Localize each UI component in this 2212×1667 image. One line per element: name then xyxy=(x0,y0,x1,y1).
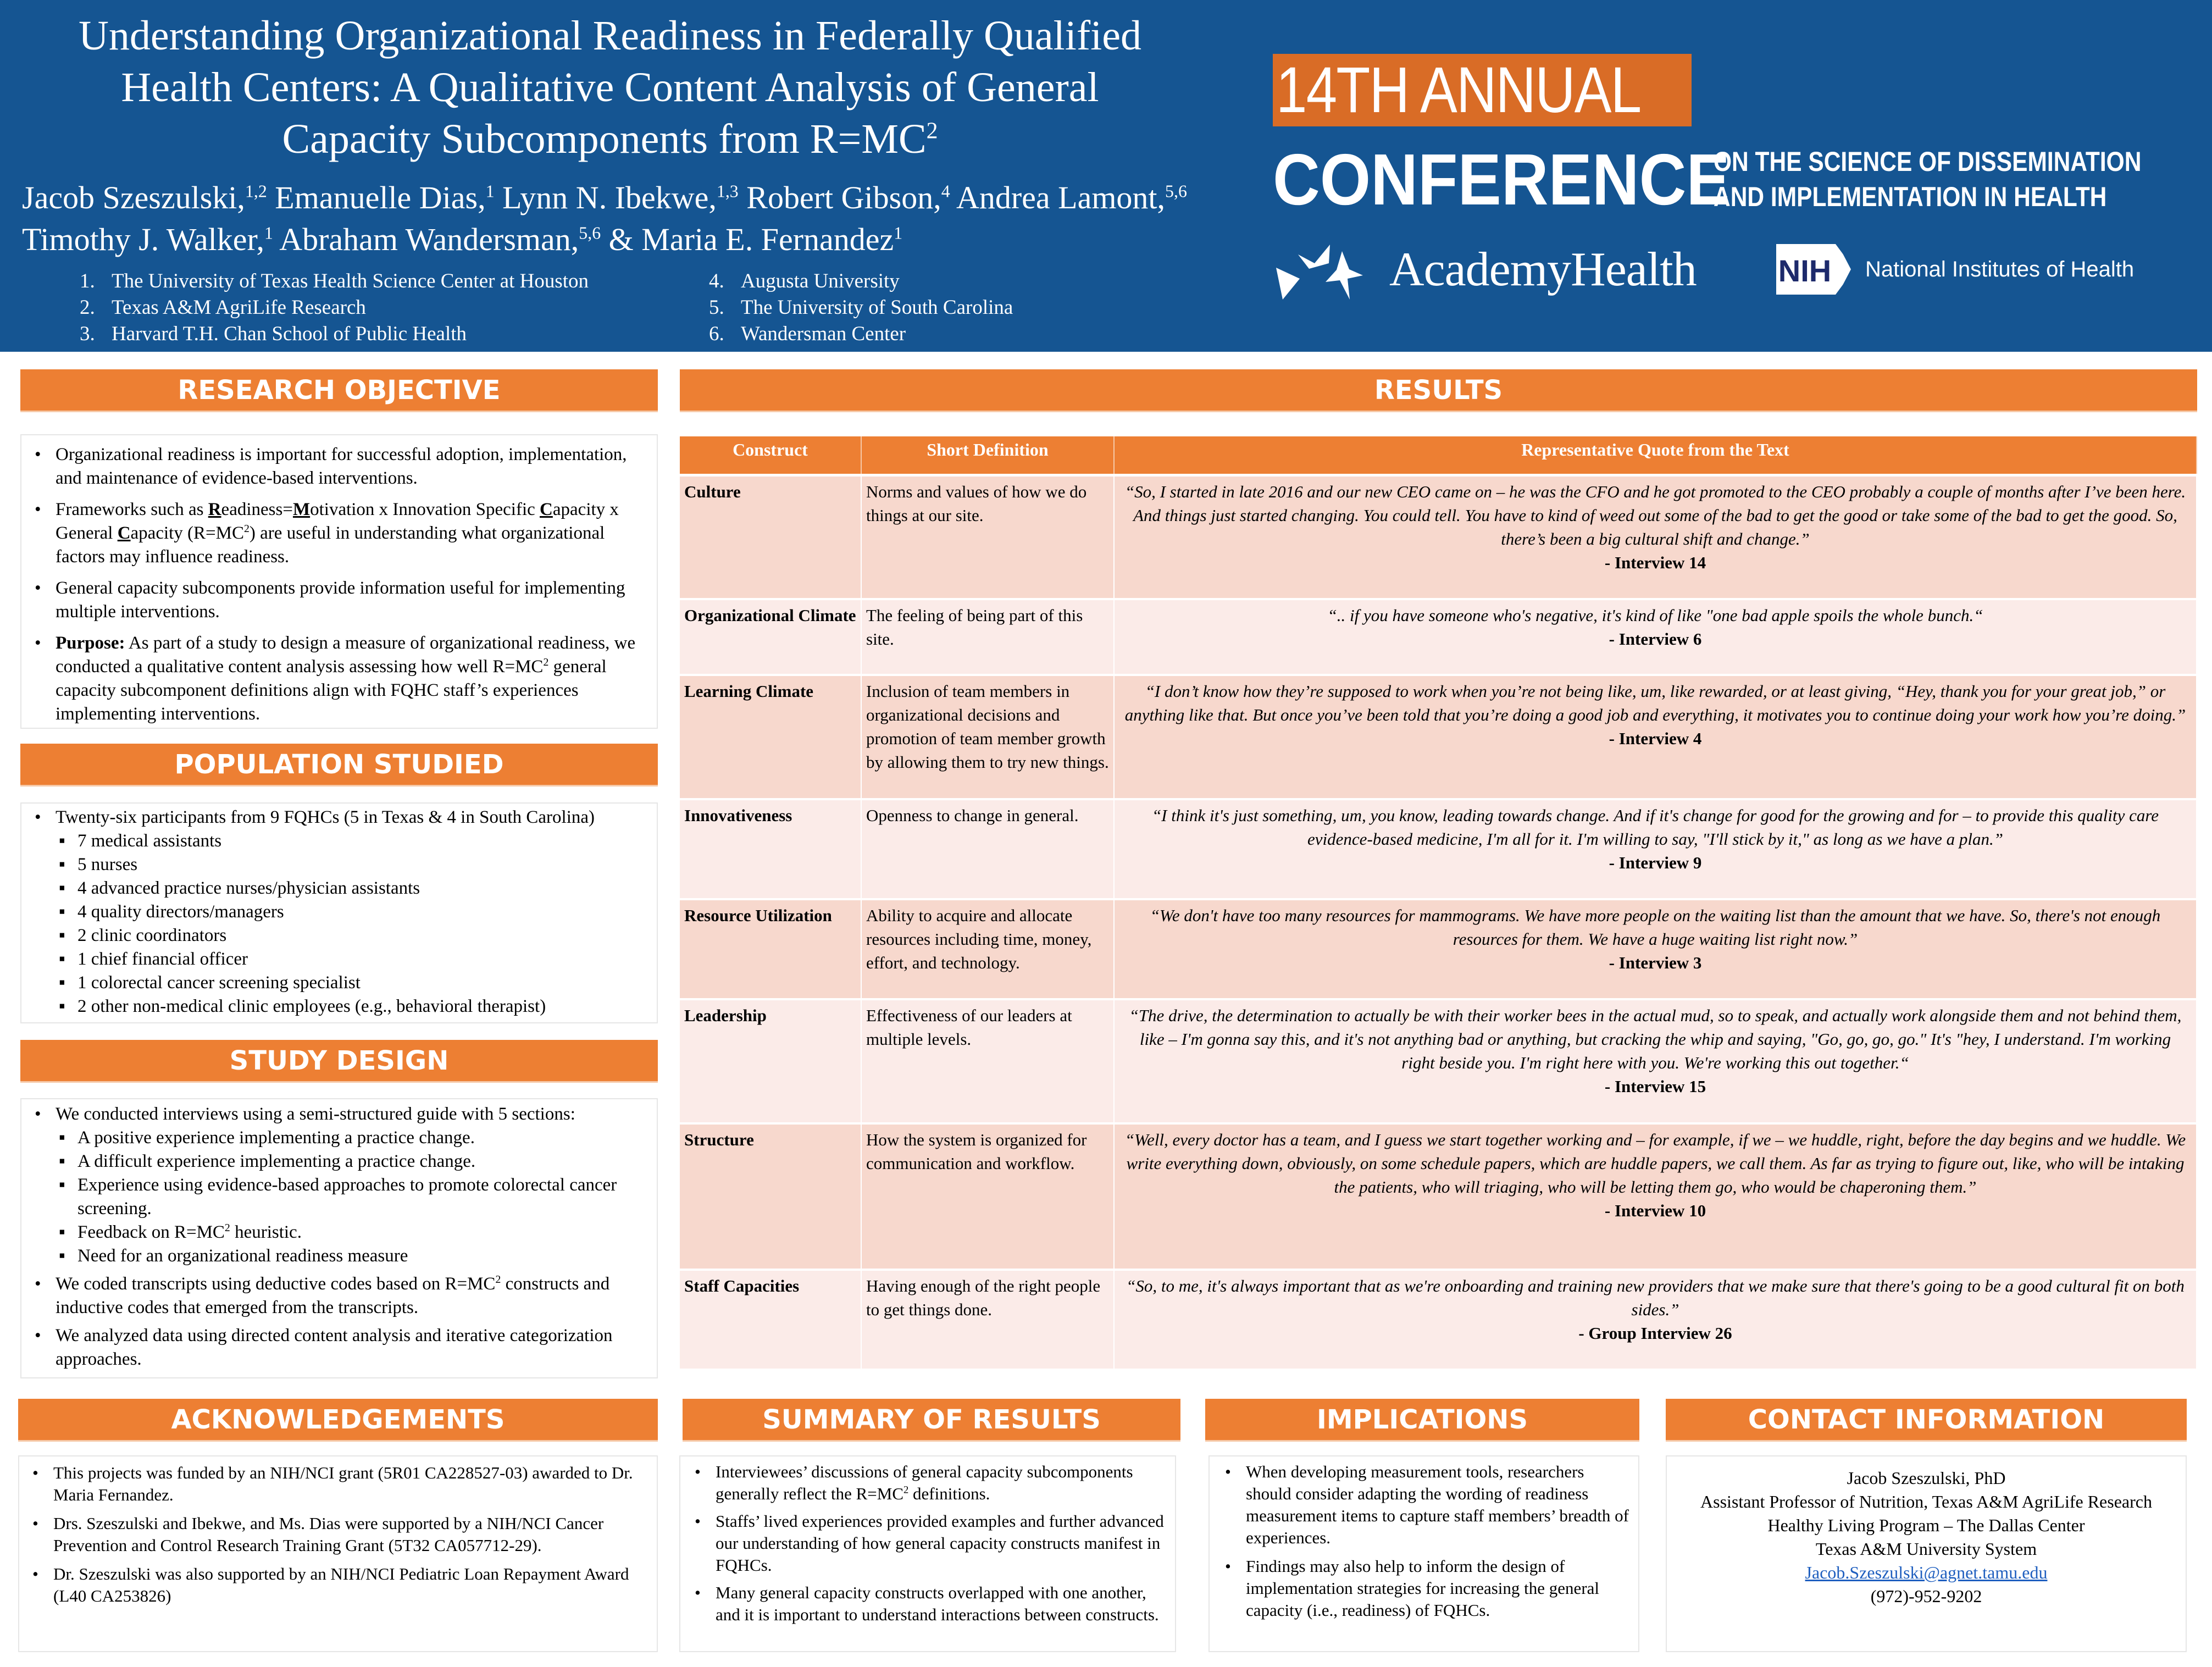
affiliation-text: Harvard T.H. Chan School of Public Health xyxy=(112,323,467,345)
population-studied-header xyxy=(20,744,658,787)
sub-bullet-text: 7 medical assistants xyxy=(77,831,222,851)
acronym-letter: M xyxy=(292,500,311,519)
nih-badge-icon xyxy=(1774,242,1856,297)
population-list xyxy=(27,806,651,1018)
summary-box xyxy=(679,1455,1176,1652)
affiliation-text: The University of South Carolina xyxy=(741,296,1013,319)
construct-cell: Culture xyxy=(680,475,861,599)
author-affil-sup: 4 xyxy=(941,181,950,201)
affiliation-text: Wandersman Center xyxy=(741,323,906,345)
sublist-item xyxy=(47,995,651,1018)
quote-text: “So, I started in late 2016 and our new CEO came on – he was the CFO and he got promoted to the CEO probably a couple of months after I’ve been here. And things just started changing. You could tell. You have to kind of weed out some of the bad to get the good or take some of the bad to get the good. So, there’s been a big cultural shift and change.” xyxy=(1124,481,2186,549)
acronym-letter: C xyxy=(540,500,553,519)
bullet-text: We conducted interviews using a semi-structured guide with 5 sections: xyxy=(56,1104,575,1124)
author-name: & Maria E. Fernandez xyxy=(601,221,894,257)
stars-icon xyxy=(1275,239,1379,300)
acknowledgements-box xyxy=(18,1455,658,1652)
author-affil-sup: 1 xyxy=(264,223,273,243)
definition-cell: How the system is organized for communication and workflow. xyxy=(861,1123,1114,1270)
quote-source: - Interview 3 xyxy=(1609,953,1702,972)
section-title: CONTACT INFORMATION xyxy=(1748,1404,2105,1435)
bullet-text: General capacity subcomponents provide information useful for implementing multiple interventions. xyxy=(56,578,625,622)
bullet-text: As part of a study to design a measure of organizational readiness, we conducted a qualitative content analysis assessing how well R=MC xyxy=(56,633,636,677)
sublist-item xyxy=(47,900,651,924)
list-item xyxy=(25,1513,651,1557)
list-item xyxy=(1217,1555,1633,1621)
quote-cell xyxy=(1114,899,2197,999)
results-table xyxy=(680,436,2197,1371)
bullet-text: constructs and inductive codes that emerged from the transcripts. xyxy=(56,1274,610,1317)
author-list xyxy=(22,177,1253,261)
sub-bullet-text: 1 chief financial officer xyxy=(77,949,248,969)
poster-title xyxy=(16,10,1204,165)
conference-annual-text: 14TH ANNUAL xyxy=(1276,54,1641,126)
quote-text: “The drive, the determination to actually be with their worker bees in the actual mud, so to speak, and actually work alongside them and not behind them, like – I'm gonna say this, and it's not anything bad or anything, but cracking the whip and saying, "Go, go, go, go." It's "hey, I understand. I'm working right beside you. I'm right here with you. We're working this out together.“ xyxy=(1129,1006,2182,1072)
quote-text: “I think it's just something, um, you know, leading towards change. And if it's change for good for the growing and for – to provide this quality care evidence-based medicine, I'm all for it. I'm willing to say, "I'll stick by it," as long as we have a plan.” xyxy=(1151,806,2159,849)
section-title: ACKNOWLEDGEMENTS xyxy=(171,1404,505,1435)
bullet-text: When developing measurement tools, researchers should consider adapting the wording of readiness measurement items to capture staff members’ breadth of experiences. xyxy=(1246,1462,1629,1547)
affiliation-item xyxy=(80,295,589,321)
table-row xyxy=(680,475,2197,599)
summary-list xyxy=(687,1461,1169,1626)
purpose-label: Purpose: xyxy=(56,633,125,653)
sub-bullet-text: Feedback on R=MC xyxy=(77,1222,225,1242)
conference-title-text: CONFERENCE xyxy=(1273,139,1730,220)
bullet-text: Many general capacity constructs overlapped with one another, and it is important to understand interactions between constructs. xyxy=(716,1583,1159,1624)
affiliation-number: 4. xyxy=(709,270,724,292)
sub-bullet-text: Need for an organizational readiness measure xyxy=(77,1246,408,1266)
academyhealth-wordmark: AcademyHealth xyxy=(1389,242,1697,296)
sub-bullet-text: 4 advanced practice nurses/physician assistants xyxy=(77,878,420,898)
title-line-3 xyxy=(16,113,1204,165)
bullet-text: We coded transcripts using deductive codes based on R=MC xyxy=(56,1274,496,1294)
affiliation-number: 5. xyxy=(709,296,724,319)
author-affil-sup: 1,3 xyxy=(716,181,739,201)
bullet-text: ) are useful in understanding what organizational factors may influence readiness. xyxy=(56,523,605,567)
construct-cell: Learning Climate xyxy=(680,675,861,799)
acknowledgements-header xyxy=(18,1399,658,1442)
conference-subtitle xyxy=(1714,144,2212,214)
contact-email-link[interactable]: Jacob.Szeszulski@agnet.tamu.edu xyxy=(1805,1563,2048,1582)
definition-cell: Ability to acquire and allocate resources including time, money, effort, and technology. xyxy=(861,899,1114,999)
sub-bullet-text: 4 quality directors/managers xyxy=(77,902,284,922)
bullet-text: definitions. xyxy=(908,1484,990,1503)
acronym-letter: R xyxy=(208,500,221,519)
affiliation-item xyxy=(709,321,1013,347)
research-objective-list xyxy=(27,443,651,726)
sublist-item xyxy=(47,853,651,877)
population-sublist xyxy=(47,829,651,1018)
title-line-2: Health Centers: A Qualitative Content Analysis of General xyxy=(121,64,1099,110)
quote-source: - Interview 9 xyxy=(1609,853,1702,872)
bullet-text: Organizational readiness is important for successful adoption, implementation, and maintenance of evidence-based interventions. xyxy=(56,445,627,488)
table-row xyxy=(680,799,2197,899)
summary-header xyxy=(683,1399,1180,1442)
sublist-item xyxy=(47,971,651,995)
construct-cell: Resource Utilization xyxy=(680,899,861,999)
sub-bullet-text: 2 other non-medical clinic employees (e.g., behavioral therapist) xyxy=(77,996,546,1016)
construct-cell: Leadership xyxy=(680,999,861,1123)
superscript: 2 xyxy=(244,523,250,535)
sublist-item xyxy=(47,1150,651,1173)
sub-bullet-text: 1 colorectal cancer screening specialist xyxy=(77,973,361,993)
quote-source: - Group Interview 26 xyxy=(1578,1323,1732,1343)
quote-text: “We don't have too many resources for mammograms. We have more people on the waiting list than the amount that we have. So, there's not enough resources for them. We have a huge waiting list right now.” xyxy=(1150,906,2161,949)
list-item xyxy=(27,1324,651,1371)
bullet-text: general capacity subcomponent definitions align with FQHC staff’s experiences implementing interventions. xyxy=(56,657,607,724)
bullet-text: Findings may also help to inform the design of implementation strategies for increasing the general capacity (i.e., readiness) of FQHCs. xyxy=(1246,1557,1600,1620)
list-item xyxy=(25,1563,651,1607)
affiliation-number: 3. xyxy=(80,323,95,345)
nih-abbrev-text: NIH xyxy=(1778,253,1832,288)
study-design-header xyxy=(20,1040,658,1083)
bullet-text: apacity (R=MC xyxy=(130,523,245,543)
table-row xyxy=(680,675,2197,799)
implications-header xyxy=(1205,1399,1639,1442)
sublist-item xyxy=(47,1244,651,1268)
affiliation-number: 1. xyxy=(80,270,95,292)
contact-phone: (972)-952-9202 xyxy=(1870,1586,1982,1606)
sub-bullet-text: heuristic. xyxy=(230,1222,302,1242)
contact-program: Healthy Living Program – The Dallas Center xyxy=(1767,1515,2085,1535)
bullet-text: Drs. Szeszulski and Ibekwe, and Ms. Dias were supported by a NIH/NCI Cancer Prevention and Control Research Training Grant (5T32 CA057712-29). xyxy=(53,1514,604,1555)
section-title: POPULATION STUDIED xyxy=(174,749,504,780)
academyhealth-logo xyxy=(1275,236,1697,302)
construct-cell: Organizational Climate xyxy=(680,599,861,675)
quote-cell xyxy=(1114,599,2197,675)
section-title: STUDY DESIGN xyxy=(229,1045,449,1076)
research-objective-header xyxy=(20,369,658,412)
bullet-text: Twenty-six participants from 9 FQHCs (5 in Texas & 4 in South Carolina) xyxy=(56,807,595,827)
author-affil-sup: 1 xyxy=(894,223,903,243)
quote-text: “I don’t know how they’re supposed to work when you’re not being like, um, like rewarded, or at least giving, “Hey, thank you for your great job,” or anything like that. But once you’ve been told that you’re doing a good job and everything, it motivates you to continue doing your work how you’re doing.” xyxy=(1124,682,2186,724)
author-affil-sup: 5,6 xyxy=(1165,181,1187,201)
quote-text: “.. if you have someone who's negative, it's kind of like "one bad apple spoils the whole bunch.“ xyxy=(1327,606,1983,625)
table-row xyxy=(680,899,2197,999)
affiliation-number: 6. xyxy=(709,323,724,345)
author-name: Robert Gibson, xyxy=(738,180,941,215)
bullet-text: We analyzed data using directed content analysis and iterative categorization approaches. xyxy=(56,1326,613,1369)
quote-cell xyxy=(1114,675,2197,799)
affiliation-item xyxy=(709,295,1013,321)
sublist-item xyxy=(47,1173,651,1221)
quote-cell xyxy=(1114,1123,2197,1270)
construct-cell: Structure xyxy=(680,1123,861,1270)
quote-source: - Interview 4 xyxy=(1609,729,1702,748)
conference-subtitle-line-2: AND IMPLEMENTATION IN HEALTH xyxy=(1714,181,2107,212)
list-item xyxy=(27,1103,651,1268)
author-name: Lynn N. Ibekwe, xyxy=(494,180,717,215)
list-item xyxy=(27,632,651,726)
table-row xyxy=(680,1270,2197,1370)
sub-bullet-text: A difficult experience implementing a practice change. xyxy=(77,1151,476,1171)
bullet-text: Interviewees’ discussions of general capacity subcomponents generally reflect the R=MC xyxy=(716,1462,1133,1503)
quote-text: “Well, every doctor has a team, and I guess we start together working and – for example, if we – we huddle, right, before the day begins and we huddle. We write everything down, obviously, on some schedule papers, which are huddle papers, we call them. As far as trying to figure out, like, who will be intaking the patients, who will triaging, who will be letting them go, who would be chaperoning them.” xyxy=(1124,1130,2186,1197)
bullet-text: apacity x General xyxy=(56,500,619,543)
quote-source: - Interview 10 xyxy=(1604,1201,1706,1220)
sublist-item xyxy=(47,948,651,971)
column-header-definition: Short Definition xyxy=(861,436,1114,475)
title-superscript: 2 xyxy=(926,118,938,144)
sublist-item xyxy=(47,829,651,853)
title-line-1: Understanding Organizational Readiness in Federally Qualified xyxy=(79,13,1141,59)
author-name: Jacob Szeszulski, xyxy=(22,180,245,215)
author-name: Timothy J. Walker, xyxy=(22,221,264,257)
superscript: 2 xyxy=(495,1273,501,1286)
column-header-construct: Construct xyxy=(680,436,861,475)
quote-cell xyxy=(1114,999,2197,1123)
definition-cell: Inclusion of team members in organizational decisions and promotion of team member growth by allowing them to try new things. xyxy=(861,675,1114,799)
affiliations-left xyxy=(80,268,589,347)
list-item xyxy=(27,577,651,624)
quote-source: - Interview 15 xyxy=(1604,1077,1706,1096)
author-name: Emanuelle Dias, xyxy=(267,180,486,215)
author-name: Abraham Wandersman, xyxy=(273,221,579,257)
sublist-item xyxy=(47,1126,651,1150)
construct-cell: Staff Capacities xyxy=(680,1270,861,1370)
nih-wordmark: National Institutes of Health xyxy=(1865,257,2135,281)
definition-cell: Having enough of the right people to get things done. xyxy=(861,1270,1114,1370)
author-line-2 xyxy=(22,219,1253,261)
affiliation-number: 2. xyxy=(80,296,95,319)
author-affil-sup: 1,2 xyxy=(245,181,267,201)
quote-source: - Interview 14 xyxy=(1604,552,1706,572)
bullet-text: Dr. Szeszulski was also supported by an NIH/NCI Pediatric Loan Repayment Award (L40 CA253826) xyxy=(53,1564,629,1605)
conference-subtitle-line-1: ON THE SCIENCE OF DISSEMINATION xyxy=(1714,146,2142,177)
sub-bullet-text: A positive experience implementing a practice change. xyxy=(77,1128,475,1148)
table-row xyxy=(680,999,2197,1123)
author-affil-sup: 5,6 xyxy=(579,223,601,243)
title-line-3-text: Capacity Subcomponents from R=MC xyxy=(282,116,927,162)
list-item xyxy=(27,498,651,569)
affiliation-text: The University of Texas Health Science Center at Houston xyxy=(112,270,589,292)
list-item xyxy=(1217,1461,1633,1549)
list-item xyxy=(687,1461,1169,1505)
conference-title xyxy=(1273,139,1781,220)
affiliation-item xyxy=(80,321,589,347)
bullet-text: Frameworks such as xyxy=(56,500,208,519)
superscript: 2 xyxy=(903,1484,909,1496)
construct-cell: Innovativeness xyxy=(680,799,861,899)
implications-list xyxy=(1217,1461,1633,1621)
list-item xyxy=(27,1272,651,1320)
superscript: 2 xyxy=(543,656,549,668)
nih-logo xyxy=(1774,242,2134,297)
bullet-text: eadiness= xyxy=(221,500,293,519)
contact-box xyxy=(1666,1455,2187,1652)
results-table-body xyxy=(680,475,2197,1370)
quote-source: - Interview 6 xyxy=(1609,629,1702,649)
acknowledgements-list xyxy=(25,1462,651,1607)
section-title: IMPLICATIONS xyxy=(1316,1404,1528,1435)
header-banner xyxy=(0,0,2212,352)
conference-annual-badge xyxy=(1273,54,1692,126)
table-header-row xyxy=(680,436,2197,475)
study-design-list xyxy=(27,1103,651,1371)
quote-cell xyxy=(1114,1270,2197,1370)
contact-header xyxy=(1666,1399,2187,1442)
sublist-item xyxy=(47,877,651,900)
list-item xyxy=(27,806,651,1018)
definition-cell: Norms and values of how we do things at our site. xyxy=(861,475,1114,599)
list-item xyxy=(27,443,651,490)
results-header xyxy=(680,369,2197,412)
quote-cell xyxy=(1114,475,2197,599)
affiliation-item xyxy=(80,268,589,295)
section-title: RESEARCH OBJECTIVE xyxy=(178,375,501,406)
list-item xyxy=(25,1462,651,1506)
sublist-item xyxy=(47,924,651,948)
population-studied-box xyxy=(20,802,658,1023)
study-design-box xyxy=(20,1098,658,1378)
sub-bullet-text: Experience using evidence-based approaches to promote colorectal cancer screening. xyxy=(77,1175,617,1219)
column-header-quote: Representative Quote from the Text xyxy=(1114,436,2197,475)
affiliations-right xyxy=(709,268,1013,347)
author-name: Andrea Lamont, xyxy=(950,180,1166,215)
definition-cell: Openness to change in general. xyxy=(861,799,1114,899)
section-title: RESULTS xyxy=(1374,375,1503,406)
affiliation-text: Augusta University xyxy=(741,270,900,292)
quote-cell xyxy=(1114,799,2197,899)
superscript: 2 xyxy=(224,1222,230,1234)
bullet-text: This projects was funded by an NIH/NCI grant (5R01 CA228527-03) awarded to Dr. Maria Fernandez. xyxy=(53,1463,633,1504)
definition-cell: Effectiveness of our leaders at multiple levels. xyxy=(861,999,1114,1123)
section-title: SUMMARY OF RESULTS xyxy=(762,1404,1101,1435)
sublist-item xyxy=(47,1221,651,1244)
contact-position: Assistant Professor of Nutrition, Texas A&M AgriLife Research xyxy=(1700,1492,2152,1511)
research-objective-box xyxy=(20,434,658,729)
contact-system: Texas A&M University System xyxy=(1815,1539,2037,1559)
author-line-1 xyxy=(22,177,1253,219)
affiliation-item xyxy=(709,268,1013,295)
affiliation-text: Texas A&M AgriLife Research xyxy=(112,296,366,319)
table-row xyxy=(680,1123,2197,1270)
quote-text: “So, to me, it's always important that as we're onboarding and training new providers that we make sure that there's going to be a good cultural fit on both sides.” xyxy=(1126,1276,2185,1319)
definition-cell: The feeling of being part of this site. xyxy=(861,599,1114,675)
implications-box xyxy=(1208,1455,1639,1652)
author-affil-sup: 1 xyxy=(485,181,495,201)
table-row xyxy=(680,599,2197,675)
sub-bullet-text: 5 nurses xyxy=(77,855,138,874)
contact-name: Jacob Szeszulski, PhD xyxy=(1847,1468,2006,1488)
bullet-text: Staffs’ lived experiences provided examples and further advanced our understanding of how general capacity constructs manifest in FQHCs. xyxy=(716,1511,1164,1575)
list-item xyxy=(687,1510,1169,1576)
study-design-sublist xyxy=(47,1126,651,1268)
bullet-text: otivation x Innovation Specific xyxy=(310,500,540,519)
list-item xyxy=(687,1582,1169,1626)
sub-bullet-text: 2 clinic coordinators xyxy=(77,926,227,945)
acronym-letter: C xyxy=(117,523,131,543)
